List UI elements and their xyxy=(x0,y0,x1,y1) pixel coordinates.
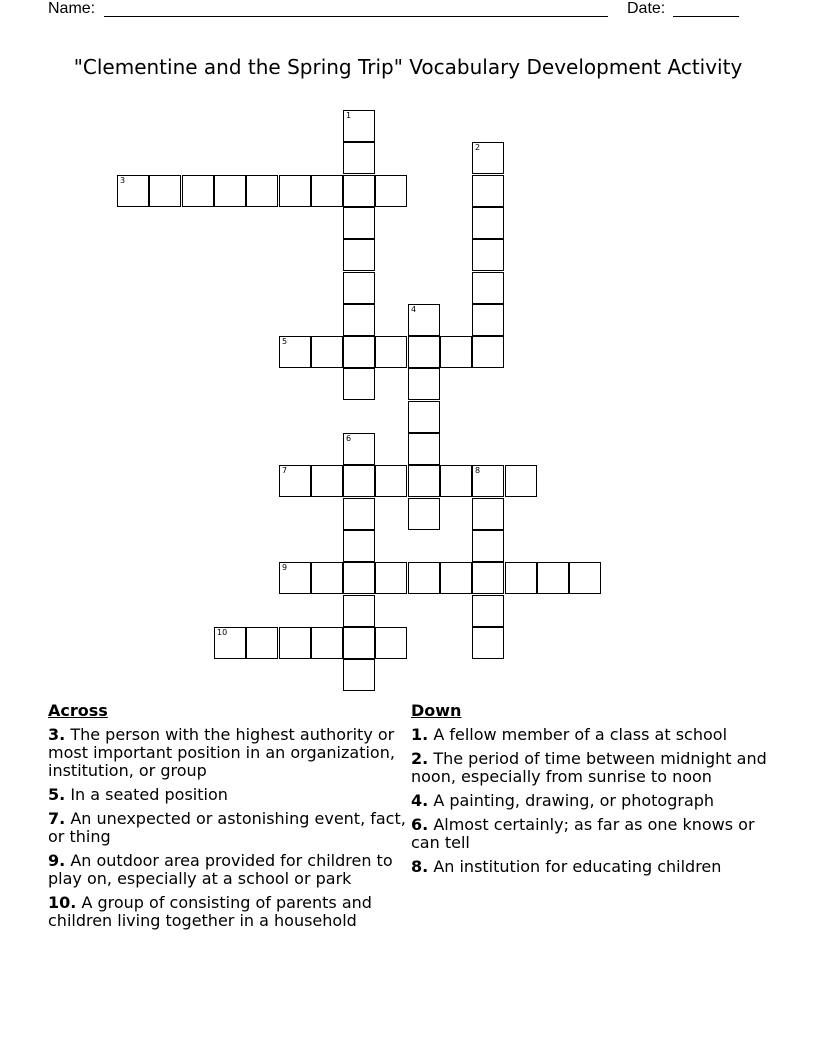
clue-number: 9. xyxy=(48,851,66,870)
grid-cell[interactable] xyxy=(472,336,504,368)
grid-cell[interactable] xyxy=(472,530,504,562)
grid-cell[interactable] xyxy=(408,401,440,433)
clue-across-10 xyxy=(48,894,408,930)
grid-cell[interactable] xyxy=(375,175,407,207)
grid-cell[interactable] xyxy=(246,175,278,207)
name-label: Name: xyxy=(48,0,96,17)
grid-cell[interactable] xyxy=(537,562,569,594)
grid-cell[interactable] xyxy=(343,304,375,336)
clue-number: 7. xyxy=(48,809,66,828)
grid-cell[interactable] xyxy=(343,498,375,530)
cell-number: 8 xyxy=(475,466,481,475)
grid-cell[interactable] xyxy=(311,465,343,497)
grid-cell[interactable] xyxy=(279,627,311,659)
clue-text: An institution for educating children xyxy=(433,857,722,876)
grid-cell[interactable] xyxy=(472,272,504,304)
grid-cell[interactable] xyxy=(440,336,472,368)
grid-cell[interactable] xyxy=(279,562,311,594)
cell-number: 6 xyxy=(346,434,352,443)
clue-number: 4. xyxy=(411,791,429,810)
page-title: "Clementine and the Spring Trip" Vocabulary Development Activity xyxy=(73,55,743,79)
grid-cell[interactable] xyxy=(408,498,440,530)
grid-cell[interactable] xyxy=(375,465,407,497)
grid-cell[interactable] xyxy=(246,627,278,659)
grid-cell[interactable] xyxy=(472,465,504,497)
cell-number: 3 xyxy=(120,176,126,185)
grid-cell[interactable] xyxy=(343,207,375,239)
across-heading: Across xyxy=(48,701,108,720)
grid-cell[interactable] xyxy=(505,465,537,497)
grid-cell[interactable] xyxy=(408,433,440,465)
down-heading: Down xyxy=(411,701,462,720)
clue-text: The period of time between midnight and noon, especially from sunrise to noon xyxy=(411,749,767,786)
grid-cell[interactable] xyxy=(343,239,375,271)
cell-number: 5 xyxy=(282,337,288,346)
clue-across-9 xyxy=(48,852,408,888)
grid-cell[interactable] xyxy=(569,562,601,594)
grid-cell[interactable] xyxy=(343,142,375,174)
grid-cell[interactable] xyxy=(311,562,343,594)
clue-text: An outdoor area provided for children to play on, especially at a school or park xyxy=(48,851,393,888)
clue-text: A fellow member of a class at school xyxy=(433,725,728,744)
grid-cell[interactable] xyxy=(472,239,504,271)
grid-cell[interactable] xyxy=(472,304,504,336)
clue-down-4 xyxy=(411,792,771,810)
cell-number: 1 xyxy=(346,111,352,120)
across-clues xyxy=(48,702,408,936)
grid-cell[interactable] xyxy=(311,336,343,368)
clue-number: 1. xyxy=(411,725,429,744)
clue-across-7 xyxy=(48,810,408,846)
grid-cell[interactable] xyxy=(408,368,440,400)
clue-down-1 xyxy=(411,726,771,744)
clue-number: 10. xyxy=(48,893,77,912)
grid-cell[interactable] xyxy=(472,562,504,594)
grid-cell[interactable] xyxy=(440,465,472,497)
grid-cell[interactable] xyxy=(408,304,440,336)
grid-cell[interactable] xyxy=(343,659,375,691)
grid-cell[interactable] xyxy=(343,368,375,400)
clue-across-3 xyxy=(48,726,408,780)
grid-cell[interactable] xyxy=(343,110,375,142)
clue-number: 3. xyxy=(48,725,66,744)
grid-cell[interactable] xyxy=(279,336,311,368)
grid-cell[interactable] xyxy=(343,627,375,659)
clue-number: 5. xyxy=(48,785,66,804)
grid-cell[interactable] xyxy=(311,175,343,207)
clue-number: 2. xyxy=(411,749,429,768)
grid-cell[interactable] xyxy=(117,175,149,207)
grid-cell[interactable] xyxy=(408,465,440,497)
grid-cell[interactable] xyxy=(343,175,375,207)
grid-cell[interactable] xyxy=(279,465,311,497)
grid-cell[interactable] xyxy=(149,175,181,207)
clue-text: A group of consisting of parents and children living together in a household xyxy=(48,893,372,930)
grid-cell[interactable] xyxy=(472,207,504,239)
grid-cell[interactable] xyxy=(343,465,375,497)
grid-cell[interactable] xyxy=(343,272,375,304)
grid-cell[interactable] xyxy=(472,142,504,174)
cell-number: 7 xyxy=(282,466,288,475)
clue-number: 8. xyxy=(411,857,429,876)
grid-cell[interactable] xyxy=(311,627,343,659)
clue-across-5 xyxy=(48,786,408,804)
grid-cell[interactable] xyxy=(343,562,375,594)
grid-cell[interactable] xyxy=(375,562,407,594)
cell-number: 10 xyxy=(217,628,228,637)
grid-cell[interactable] xyxy=(343,336,375,368)
grid-cell[interactable] xyxy=(440,562,472,594)
grid-cell[interactable] xyxy=(343,595,375,627)
grid-cell[interactable] xyxy=(505,562,537,594)
down-clues xyxy=(411,702,771,882)
cell-number: 4 xyxy=(411,305,417,314)
clue-down-6 xyxy=(411,816,771,852)
grid-cell[interactable] xyxy=(472,627,504,659)
grid-cell[interactable] xyxy=(214,627,246,659)
clue-down-2 xyxy=(411,750,771,786)
clue-text: Almost certainly; as far as one knows or can tell xyxy=(411,815,755,852)
cell-number: 9 xyxy=(282,563,288,572)
grid-cell[interactable] xyxy=(375,336,407,368)
clue-down-8 xyxy=(411,858,771,876)
grid-cell[interactable] xyxy=(472,595,504,627)
cell-number: 2 xyxy=(475,143,481,152)
date-label: Date: xyxy=(627,0,666,17)
grid-cell[interactable] xyxy=(182,175,214,207)
grid-cell[interactable] xyxy=(375,627,407,659)
clue-text: In a seated position xyxy=(70,785,228,804)
clue-text: The person with the highest authority or most important position in an organization, institution, or group xyxy=(48,725,395,780)
grid-cell[interactable] xyxy=(472,175,504,207)
grid-cell[interactable] xyxy=(343,433,375,465)
grid-cell[interactable] xyxy=(279,175,311,207)
grid-cell[interactable] xyxy=(343,530,375,562)
clue-text: A painting, drawing, or photograph xyxy=(433,791,715,810)
grid-cell[interactable] xyxy=(408,336,440,368)
clue-text: An unexpected or astonishing event, fact, or thing xyxy=(48,809,406,846)
clue-number: 6. xyxy=(411,815,429,834)
grid-cell[interactable] xyxy=(472,498,504,530)
grid-cell[interactable] xyxy=(214,175,246,207)
grid-cell[interactable] xyxy=(408,562,440,594)
